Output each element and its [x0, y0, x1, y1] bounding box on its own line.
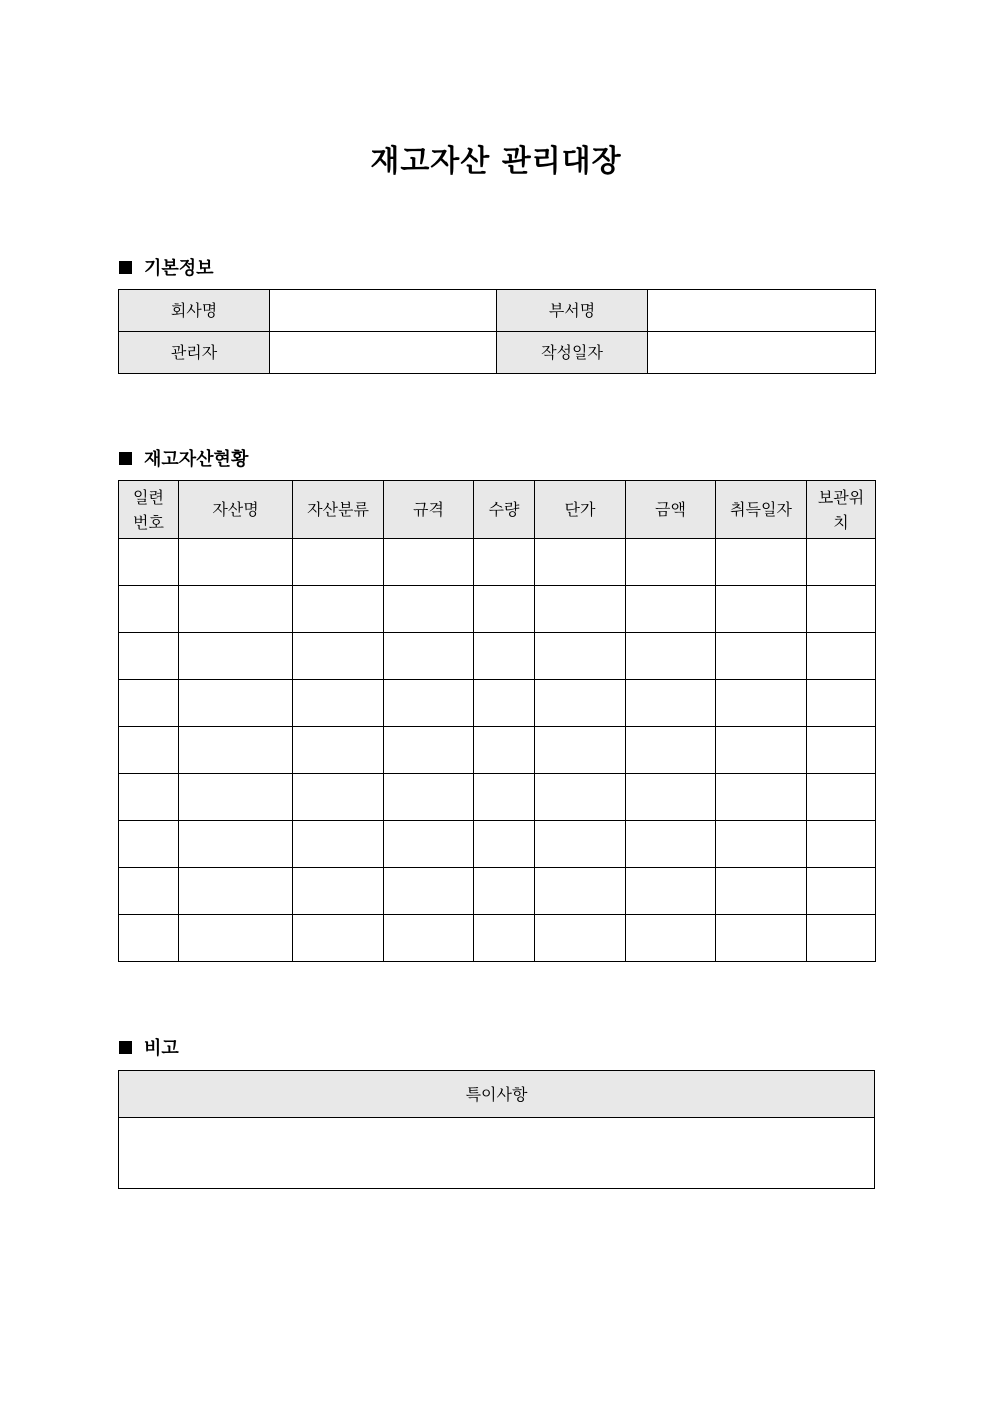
cell-serial[interactable]: [119, 586, 179, 633]
table-row: [119, 727, 876, 774]
column-header-spec: 규격: [384, 481, 474, 539]
cell-location[interactable]: [807, 586, 876, 633]
cell-acquired-date[interactable]: [716, 915, 807, 962]
cell-amount[interactable]: [626, 539, 716, 586]
cell-location[interactable]: [807, 915, 876, 962]
cell-asset-name[interactable]: [179, 586, 293, 633]
cell-acquired-date[interactable]: [716, 680, 807, 727]
table-row: [119, 633, 876, 680]
cell-asset-name[interactable]: [179, 915, 293, 962]
department-name-label: 부서명: [497, 290, 648, 332]
cell-serial[interactable]: [119, 821, 179, 868]
cell-spec[interactable]: [384, 868, 474, 915]
cell-acquired-date[interactable]: [716, 868, 807, 915]
cell-category[interactable]: [293, 633, 384, 680]
cell-location[interactable]: [807, 774, 876, 821]
manager-label: 관리자: [119, 332, 270, 374]
cell-amount[interactable]: [626, 633, 716, 680]
section-heading-label: 재고자산현황: [144, 449, 249, 470]
cell-unit-price[interactable]: [535, 727, 626, 774]
cell-amount[interactable]: [626, 774, 716, 821]
table-header-row: [119, 1071, 875, 1118]
table-row: [119, 868, 876, 915]
cell-location[interactable]: [807, 727, 876, 774]
manager-field[interactable]: [270, 332, 497, 374]
cell-acquired-date[interactable]: [716, 774, 807, 821]
column-header-category: 자산분류: [293, 481, 384, 539]
cell-unit-price[interactable]: [535, 915, 626, 962]
cell-spec[interactable]: [384, 586, 474, 633]
table-row: [119, 586, 876, 633]
cell-quantity[interactable]: [474, 633, 535, 680]
cell-unit-price[interactable]: [535, 539, 626, 586]
column-header-asset-name: 자산명: [179, 481, 293, 539]
page-title: 재고자산 관리대장: [370, 144, 622, 179]
cell-unit-price[interactable]: [535, 774, 626, 821]
column-header-acquired-date: 취득일자: [716, 481, 807, 539]
column-header-quantity: 수량: [474, 481, 535, 539]
section-heading-label: 비고: [144, 1038, 179, 1059]
cell-quantity[interactable]: [474, 915, 535, 962]
remarks-table: [118, 1070, 875, 1189]
cell-category[interactable]: [293, 727, 384, 774]
cell-category[interactable]: [293, 774, 384, 821]
cell-category[interactable]: [293, 586, 384, 633]
square-bullet-icon: [119, 452, 132, 465]
cell-amount[interactable]: [626, 586, 716, 633]
cell-acquired-date[interactable]: [716, 821, 807, 868]
cell-category[interactable]: [293, 868, 384, 915]
written-date-label: 작성일자: [497, 332, 648, 374]
cell-quantity[interactable]: [474, 680, 535, 727]
cell-spec[interactable]: [384, 539, 474, 586]
section-heading-label: 기본정보: [144, 258, 214, 279]
column-header-serial: 일련 번호: [119, 481, 179, 539]
cell-amount[interactable]: [626, 915, 716, 962]
cell-serial[interactable]: [119, 727, 179, 774]
cell-unit-price[interactable]: [535, 680, 626, 727]
cell-asset-name[interactable]: [179, 633, 293, 680]
basic-info-table: [118, 289, 876, 374]
cell-serial[interactable]: [119, 774, 179, 821]
cell-unit-price[interactable]: [535, 868, 626, 915]
cell-category[interactable]: [293, 821, 384, 868]
cell-acquired-date[interactable]: [716, 586, 807, 633]
cell-asset-name[interactable]: [179, 868, 293, 915]
cell-location[interactable]: [807, 539, 876, 586]
table-row: [119, 774, 876, 821]
cell-amount[interactable]: [626, 727, 716, 774]
table-row: [119, 821, 876, 868]
cell-unit-price[interactable]: [535, 633, 626, 680]
cell-asset-name[interactable]: [179, 680, 293, 727]
cell-unit-price[interactable]: [535, 586, 626, 633]
cell-quantity[interactable]: [474, 586, 535, 633]
square-bullet-icon: [119, 1041, 132, 1054]
cell-spec[interactable]: [384, 680, 474, 727]
cell-asset-name[interactable]: [179, 727, 293, 774]
cell-spec[interactable]: [384, 633, 474, 680]
section-heading-remarks: [119, 1034, 179, 1060]
cell-acquired-date[interactable]: [716, 633, 807, 680]
cell-serial[interactable]: [119, 868, 179, 915]
company-name-field[interactable]: [270, 290, 497, 332]
cell-serial[interactable]: [119, 680, 179, 727]
cell-serial[interactable]: [119, 633, 179, 680]
cell-quantity[interactable]: [474, 868, 535, 915]
company-name-label: 회사명: [119, 290, 270, 332]
special-notes-header: 특이사항: [119, 1071, 875, 1118]
section-heading-asset-status: [119, 445, 248, 471]
column-header-amount: 금액: [626, 481, 716, 539]
table-row: [119, 915, 876, 962]
cell-quantity[interactable]: [474, 727, 535, 774]
cell-spec[interactable]: [384, 774, 474, 821]
table-row: [119, 1118, 875, 1189]
cell-quantity[interactable]: [474, 539, 535, 586]
table-header-row: [119, 481, 876, 539]
column-header-location: 보관위 치: [807, 481, 876, 539]
asset-status-table: [118, 480, 876, 962]
cell-asset-name[interactable]: [179, 539, 293, 586]
table-row: [119, 539, 876, 586]
cell-serial[interactable]: [119, 539, 179, 586]
cell-category[interactable]: [293, 539, 384, 586]
cell-amount[interactable]: [626, 868, 716, 915]
cell-spec[interactable]: [384, 915, 474, 962]
cell-amount[interactable]: [626, 821, 716, 868]
cell-amount[interactable]: [626, 680, 716, 727]
cell-category[interactable]: [293, 915, 384, 962]
section-heading-basic-info: [119, 254, 214, 280]
column-header-unit-price: 단가: [535, 481, 626, 539]
cell-acquired-date[interactable]: [716, 539, 807, 586]
cell-quantity[interactable]: [474, 774, 535, 821]
cell-location[interactable]: [807, 680, 876, 727]
cell-asset-name[interactable]: [179, 774, 293, 821]
special-notes-field[interactable]: [119, 1118, 875, 1189]
cell-serial[interactable]: [119, 915, 179, 962]
cell-acquired-date[interactable]: [716, 727, 807, 774]
cell-location[interactable]: [807, 868, 876, 915]
table-row: [119, 332, 876, 374]
department-name-field[interactable]: [648, 290, 876, 332]
cell-asset-name[interactable]: [179, 821, 293, 868]
asset-table-body: [119, 539, 876, 962]
cell-unit-price[interactable]: [535, 821, 626, 868]
square-bullet-icon: [119, 261, 132, 274]
cell-spec[interactable]: [384, 727, 474, 774]
written-date-field[interactable]: [648, 332, 876, 374]
cell-quantity[interactable]: [474, 821, 535, 868]
table-row: [119, 290, 876, 332]
cell-location[interactable]: [807, 633, 876, 680]
cell-category[interactable]: [293, 680, 384, 727]
cell-spec[interactable]: [384, 821, 474, 868]
cell-location[interactable]: [807, 821, 876, 868]
table-row: [119, 680, 876, 727]
